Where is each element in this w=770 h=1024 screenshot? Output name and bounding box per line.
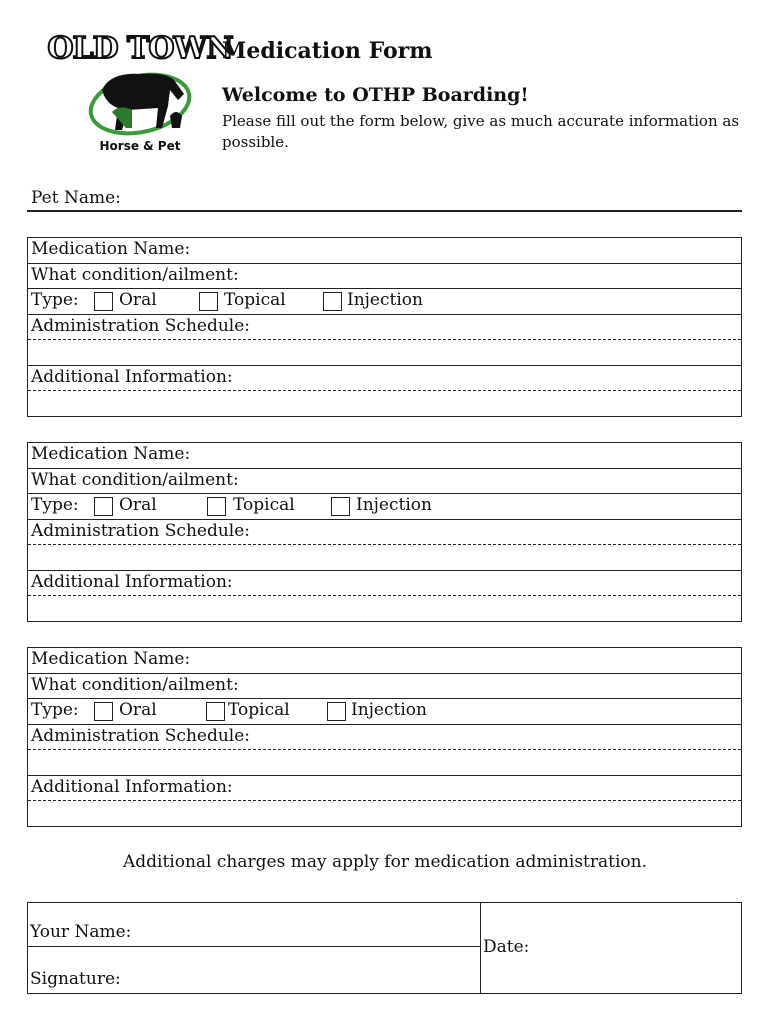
medication-name-field[interactable] xyxy=(28,443,741,469)
type-row xyxy=(28,699,741,725)
medication-name-label: Medication Name: xyxy=(31,239,191,259)
oral-label: Oral xyxy=(119,495,157,515)
type-row xyxy=(28,494,741,520)
oral-checkbox[interactable] xyxy=(94,292,113,311)
oral-checkbox[interactable] xyxy=(94,497,113,516)
condition-field[interactable] xyxy=(28,469,741,495)
medication-name-label: Medication Name: xyxy=(31,649,191,669)
injection-checkbox[interactable] xyxy=(323,292,342,311)
oral-label: Oral xyxy=(119,700,157,720)
pet-name-field[interactable] xyxy=(27,210,742,212)
injection-label: Injection xyxy=(351,700,427,720)
svg-text:Horse & Pet: Horse & Pet xyxy=(99,139,181,153)
injection-label: Injection xyxy=(356,495,432,515)
additional-info-label: Additional Information: xyxy=(31,571,233,592)
schedule-field-line-2[interactable] xyxy=(28,750,741,776)
type-label: Type: xyxy=(31,495,79,515)
schedule-label: Administration Schedule: xyxy=(31,520,251,541)
oral-checkbox[interactable] xyxy=(94,702,113,721)
injection-label: Injection xyxy=(347,290,423,310)
additional-info-field[interactable] xyxy=(28,571,741,597)
date-field[interactable] xyxy=(528,903,741,993)
your-name-label: Your Name: xyxy=(30,922,132,942)
condition-label: What condition/ailment: xyxy=(31,674,239,695)
injection-checkbox[interactable] xyxy=(327,702,346,721)
signature-label: Signature: xyxy=(30,969,121,989)
welcome-heading: Welcome to OTHP Boarding! xyxy=(222,84,529,106)
schedule-field-line-2[interactable] xyxy=(28,545,741,571)
condition-label: What condition/ailment: xyxy=(31,469,239,490)
condition-field[interactable] xyxy=(28,264,741,290)
oral-label: Oral xyxy=(119,290,157,310)
condition-field[interactable] xyxy=(28,674,741,700)
topical-label: Topical xyxy=(233,495,295,515)
medication-block-1 xyxy=(27,237,742,417)
additional-info-field-line-2[interactable] xyxy=(28,391,741,417)
topical-label: Topical xyxy=(224,290,286,310)
medication-name-field[interactable] xyxy=(28,648,741,674)
topical-label: Topical xyxy=(228,700,290,720)
signature-box xyxy=(27,902,742,994)
schedule-label: Administration Schedule: xyxy=(31,725,251,746)
injection-checkbox[interactable] xyxy=(331,497,350,516)
additional-info-field[interactable] xyxy=(28,776,741,802)
schedule-field[interactable] xyxy=(28,520,741,546)
additional-info-label: Additional Information: xyxy=(31,366,233,387)
charges-notice: Additional charges may apply for medication administration. xyxy=(122,852,648,872)
your-name-field[interactable] xyxy=(108,903,480,946)
additional-info-field-line-2[interactable] xyxy=(28,801,741,827)
form-title: Medication Form xyxy=(222,38,433,64)
date-label: Date: xyxy=(483,937,530,957)
pet-name-label: Pet Name: xyxy=(31,188,121,208)
medication-name-label: Medication Name: xyxy=(31,444,191,464)
additional-info-field-line-2[interactable] xyxy=(28,596,741,622)
type-label: Type: xyxy=(31,290,79,310)
type-row xyxy=(28,289,741,315)
signature-field[interactable] xyxy=(108,947,480,993)
schedule-field[interactable] xyxy=(28,725,741,751)
type-label: Type: xyxy=(31,700,79,720)
schedule-field-line-2[interactable] xyxy=(28,340,741,366)
topical-checkbox[interactable] xyxy=(206,702,225,721)
schedule-field[interactable] xyxy=(28,315,741,341)
additional-info-field[interactable] xyxy=(28,366,741,392)
additional-info-label: Additional Information: xyxy=(31,776,233,797)
topical-checkbox[interactable] xyxy=(199,292,218,311)
condition-label: What condition/ailment: xyxy=(31,264,239,285)
schedule-label: Administration Schedule: xyxy=(31,315,251,336)
medication-block-3 xyxy=(27,647,742,827)
old-town-horse-pet-logo xyxy=(47,24,233,156)
medication-name-field[interactable] xyxy=(28,238,741,264)
svg-text:OLD TOWN: OLD TOWN xyxy=(47,31,233,66)
form-instructions: Please fill out the form below, give as much accurate information as possible. xyxy=(222,112,740,151)
topical-checkbox[interactable] xyxy=(207,497,226,516)
medication-block-2 xyxy=(27,442,742,622)
